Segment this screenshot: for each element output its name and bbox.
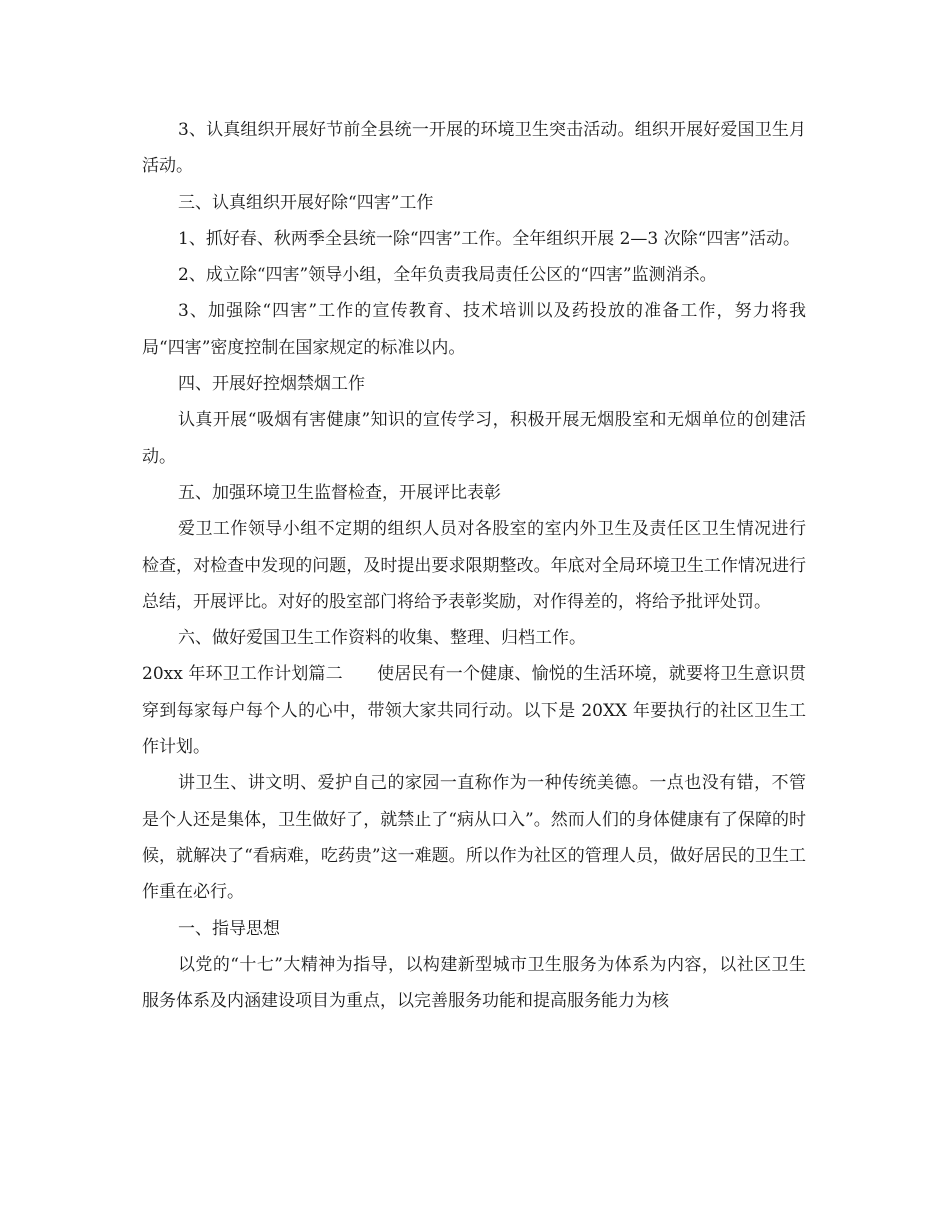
paragraph-item-2: 2、成立除“四害”领导小组，全年负责我局责任公区的“四害”监测消杀。	[178, 265, 717, 286]
paragraph-item-3: 3、认真组织开展好节前全县统一开展的环境卫生突击活动。组织开展好爱国卫生月活动。	[142, 120, 806, 177]
paragraph-hygiene-virtue: 讲卫生、讲文明、爱护自己的家园一直称作为一种传统美德。一点也没有错，不管是个人还是集体，卫生做好了，就禁止了“病从口入”。然而人们的身体健康有了保障的时候，就解决了“看病难，吃药贵”这一难题。所以作为社区的管理人员，做好居民的卫生工作重在必行。	[142, 773, 806, 903]
paragraph-inspection: 爱卫工作领导小组不定期的组织人员对各股室的室内外卫生及责任区卫生情况进行检查，对检查中发现的问题，及时提出要求限期整改。年底对全局环境卫生工作情况进行总结，开展评比。对好的股室部门将给予表彰奖励，对作得差的，将给予批评处罚。	[142, 519, 806, 612]
paragraph-smoking: 认真开展“吸烟有害健康”知识的宣传学习，积极开展无烟股室和无烟单位的创建活动。	[142, 410, 806, 467]
section-heading-3: 三、认真组织开展好除“四害”工作	[178, 192, 434, 213]
section-heading-5: 五、加强环境卫生监督检查，开展评比表彰	[178, 482, 501, 503]
paragraph-item-1: 1、抓好春、秋两季全县统一除“四害”工作。全年组织开展 2—3 次除“四害”活动。	[178, 228, 801, 249]
section-heading-6: 六、做好爱国卫生工作资料的收集、整理、归档工作。	[178, 628, 586, 649]
document-page	[142, 112, 806, 1019]
section-heading-guiding: 一、指导思想	[178, 918, 280, 939]
paragraph-guiding-thought: 以党的“十七”大精神为指导，以构建新型城市卫生服务为体系为内容，以社区卫生服务体系及内涵建设项目为重点，以完善服务功能和提高服务能力为核	[142, 954, 806, 1012]
paragraph-plan-two-intro: 20xx 年环卫工作计划篇二 使居民有一个健康、愉悦的生活环境，就要将卫生意识贯穿到每家每户每个人的心中，带领大家共同行动。以下是 20XX 年要执行的社区卫生工作计划。	[142, 664, 806, 758]
section-heading-4: 四、开展好控烟禁烟工作	[178, 374, 365, 395]
paragraph-item-3b: 3、加强除“四害”工作的宣传教育、技术培训以及药投放的准备工作，努力将我局“四害”密度控制在国家规定的标准以内。	[142, 301, 806, 358]
